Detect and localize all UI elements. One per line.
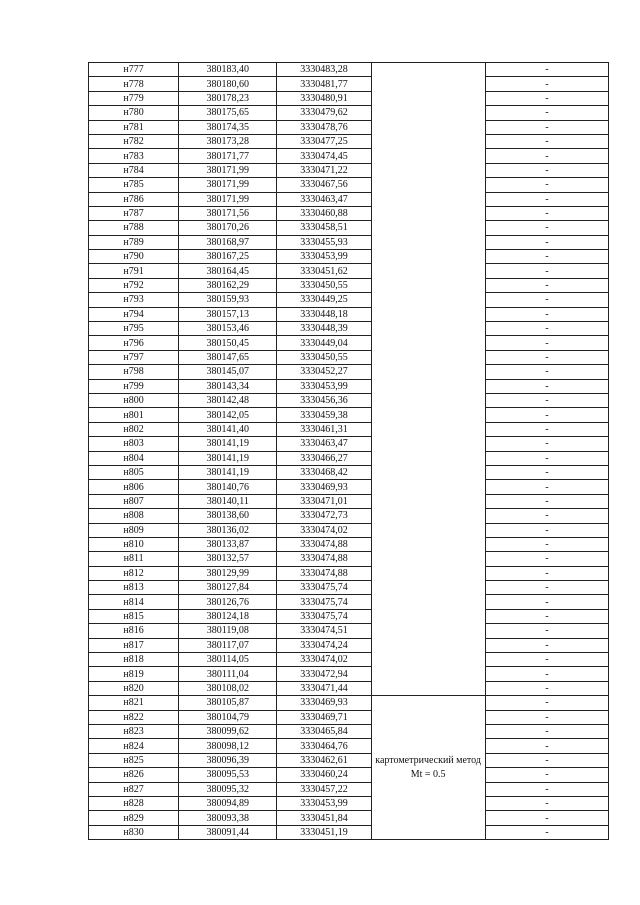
x-coordinate-cell: 380132,57 <box>179 552 277 566</box>
y-coordinate-cell: 3330483,28 <box>277 63 371 77</box>
table-row <box>89 523 609 537</box>
point-name-cell: н777 <box>89 63 179 77</box>
table-row <box>89 264 609 278</box>
y-coordinate-cell: 3330455,93 <box>277 235 371 249</box>
point-name-cell: н825 <box>89 753 179 767</box>
x-coordinate-cell: 380099,62 <box>179 724 277 738</box>
point-name-cell: н819 <box>89 667 179 681</box>
y-coordinate-cell: 3330474,45 <box>277 149 371 163</box>
x-coordinate-cell: 380170,26 <box>179 221 277 235</box>
x-coordinate-cell: 380091,44 <box>179 825 277 839</box>
table-row <box>89 552 609 566</box>
point-name-cell: н816 <box>89 624 179 638</box>
x-coordinate-cell: 380127,84 <box>179 581 277 595</box>
table-row <box>89 566 609 580</box>
y-coordinate-cell: 3330469,93 <box>277 696 371 710</box>
y-coordinate-cell: 3330467,56 <box>277 178 371 192</box>
table-row <box>89 739 609 753</box>
accuracy-cell: - <box>485 494 608 508</box>
point-name-cell: н817 <box>89 638 179 652</box>
accuracy-cell: - <box>485 178 608 192</box>
x-coordinate-cell: 380136,02 <box>179 523 277 537</box>
accuracy-cell: - <box>485 796 608 810</box>
point-name-cell: н796 <box>89 336 179 350</box>
y-coordinate-cell: 3330481,77 <box>277 77 371 91</box>
x-coordinate-cell: 380171,56 <box>179 206 277 220</box>
accuracy-cell: - <box>485 537 608 551</box>
accuracy-cell: - <box>485 653 608 667</box>
point-name-cell: н794 <box>89 307 179 321</box>
point-name-cell: н797 <box>89 350 179 364</box>
accuracy-cell: - <box>485 206 608 220</box>
point-name-cell: н822 <box>89 710 179 724</box>
y-coordinate-cell: 3330456,36 <box>277 393 371 407</box>
table-row <box>89 537 609 551</box>
x-coordinate-cell: 380162,29 <box>179 278 277 292</box>
x-coordinate-cell: 380142,48 <box>179 393 277 407</box>
x-coordinate-cell: 380108,02 <box>179 681 277 695</box>
y-coordinate-cell: 3330462,61 <box>277 753 371 767</box>
y-coordinate-cell: 3330453,99 <box>277 250 371 264</box>
table-row <box>89 480 609 494</box>
accuracy-cell: - <box>485 336 608 350</box>
x-coordinate-cell: 380183,40 <box>179 63 277 77</box>
y-coordinate-cell: 3330474,88 <box>277 552 371 566</box>
table-row <box>89 278 609 292</box>
x-coordinate-cell: 380174,35 <box>179 120 277 134</box>
accuracy-cell: - <box>485 293 608 307</box>
y-coordinate-cell: 3330478,76 <box>277 120 371 134</box>
accuracy-cell: - <box>485 264 608 278</box>
x-coordinate-cell: 380173,28 <box>179 134 277 148</box>
x-coordinate-cell: 380141,19 <box>179 451 277 465</box>
method-cell: картометрический метод Mt = 0.5 <box>371 696 485 840</box>
x-coordinate-cell: 380126,76 <box>179 595 277 609</box>
accuracy-cell: - <box>485 710 608 724</box>
point-name-cell: н795 <box>89 322 179 336</box>
point-name-cell: н791 <box>89 264 179 278</box>
x-coordinate-cell: 380178,23 <box>179 91 277 105</box>
point-name-cell: н826 <box>89 768 179 782</box>
accuracy-cell: - <box>485 465 608 479</box>
x-coordinate-cell: 380147,65 <box>179 350 277 364</box>
x-coordinate-cell: 380141,40 <box>179 422 277 436</box>
y-coordinate-cell: 3330463,47 <box>277 437 371 451</box>
y-coordinate-cell: 3330474,24 <box>277 638 371 652</box>
point-name-cell: н818 <box>89 653 179 667</box>
x-coordinate-cell: 380142,05 <box>179 408 277 422</box>
table-row <box>89 379 609 393</box>
table-row <box>89 796 609 810</box>
accuracy-cell: - <box>485 63 608 77</box>
accuracy-cell: - <box>485 408 608 422</box>
y-coordinate-cell: 3330457,22 <box>277 782 371 796</box>
x-coordinate-cell: 380140,76 <box>179 480 277 494</box>
coordinates-table <box>88 62 609 840</box>
table-row <box>89 581 609 595</box>
table-row <box>89 724 609 738</box>
y-coordinate-cell: 3330474,51 <box>277 624 371 638</box>
x-coordinate-cell: 380141,19 <box>179 437 277 451</box>
table-row <box>89 681 609 695</box>
point-name-cell: н779 <box>89 91 179 105</box>
table-row <box>89 134 609 148</box>
table-row <box>89 753 609 767</box>
point-name-cell: н810 <box>89 537 179 551</box>
point-name-cell: н811 <box>89 552 179 566</box>
y-coordinate-cell: 3330450,55 <box>277 350 371 364</box>
x-coordinate-cell: 380119,08 <box>179 624 277 638</box>
y-coordinate-cell: 3330451,84 <box>277 811 371 825</box>
point-name-cell: н801 <box>89 408 179 422</box>
accuracy-cell: - <box>485 393 608 407</box>
table-row <box>89 163 609 177</box>
table-row <box>89 120 609 134</box>
x-coordinate-cell: 380159,93 <box>179 293 277 307</box>
point-name-cell: н782 <box>89 134 179 148</box>
point-name-cell: н780 <box>89 106 179 120</box>
x-coordinate-cell: 380094,89 <box>179 796 277 810</box>
point-name-cell: н805 <box>89 465 179 479</box>
x-coordinate-cell: 380129,99 <box>179 566 277 580</box>
y-coordinate-cell: 3330480,91 <box>277 91 371 105</box>
table-row <box>89 638 609 652</box>
point-name-cell: н823 <box>89 724 179 738</box>
accuracy-cell: - <box>485 681 608 695</box>
point-name-cell: н799 <box>89 379 179 393</box>
y-coordinate-cell: 3330453,99 <box>277 796 371 810</box>
y-coordinate-cell: 3330459,38 <box>277 408 371 422</box>
x-coordinate-cell: 380104,79 <box>179 710 277 724</box>
table-row <box>89 494 609 508</box>
table-row <box>89 106 609 120</box>
x-coordinate-cell: 380168,97 <box>179 235 277 249</box>
table-row <box>89 63 609 77</box>
x-coordinate-cell: 380171,99 <box>179 163 277 177</box>
y-coordinate-cell: 3330477,25 <box>277 134 371 148</box>
y-coordinate-cell: 3330450,55 <box>277 278 371 292</box>
accuracy-cell: - <box>485 221 608 235</box>
table-row <box>89 782 609 796</box>
x-coordinate-cell: 380114,05 <box>179 653 277 667</box>
x-coordinate-cell: 380145,07 <box>179 365 277 379</box>
table-row <box>89 393 609 407</box>
accuracy-cell: - <box>485 120 608 134</box>
table-row <box>89 710 609 724</box>
accuracy-cell: - <box>485 724 608 738</box>
x-coordinate-cell: 380150,45 <box>179 336 277 350</box>
x-coordinate-cell: 380093,38 <box>179 811 277 825</box>
point-name-cell: н778 <box>89 77 179 91</box>
point-name-cell: н789 <box>89 235 179 249</box>
accuracy-cell: - <box>485 638 608 652</box>
table-row <box>89 307 609 321</box>
accuracy-cell: - <box>485 163 608 177</box>
x-coordinate-cell: 380096,39 <box>179 753 277 767</box>
accuracy-cell: - <box>485 192 608 206</box>
accuracy-cell: - <box>485 365 608 379</box>
y-coordinate-cell: 3330472,94 <box>277 667 371 681</box>
table-row <box>89 437 609 451</box>
table-row <box>89 465 609 479</box>
table-row <box>89 624 609 638</box>
method-cell <box>371 63 485 696</box>
accuracy-cell: - <box>485 91 608 105</box>
point-name-cell: н800 <box>89 393 179 407</box>
point-name-cell: н821 <box>89 696 179 710</box>
y-coordinate-cell: 3330469,71 <box>277 710 371 724</box>
table-row <box>89 667 609 681</box>
point-name-cell: н790 <box>89 250 179 264</box>
table-row <box>89 422 609 436</box>
y-coordinate-cell: 3330471,01 <box>277 494 371 508</box>
y-coordinate-cell: 3330474,88 <box>277 566 371 580</box>
y-coordinate-cell: 3330474,02 <box>277 653 371 667</box>
x-coordinate-cell: 380117,07 <box>179 638 277 652</box>
table-row <box>89 350 609 364</box>
point-name-cell: н829 <box>89 811 179 825</box>
point-name-cell: н820 <box>89 681 179 695</box>
x-coordinate-cell: 380133,87 <box>179 537 277 551</box>
y-coordinate-cell: 3330475,74 <box>277 595 371 609</box>
y-coordinate-cell: 3330460,88 <box>277 206 371 220</box>
table-row <box>89 365 609 379</box>
x-coordinate-cell: 380141,19 <box>179 465 277 479</box>
table-row <box>89 235 609 249</box>
y-coordinate-cell: 3330479,62 <box>277 106 371 120</box>
accuracy-cell: - <box>485 451 608 465</box>
accuracy-cell: - <box>485 595 608 609</box>
accuracy-cell: - <box>485 566 608 580</box>
x-coordinate-cell: 380095,32 <box>179 782 277 796</box>
x-coordinate-cell: 380140,11 <box>179 494 277 508</box>
accuracy-cell: - <box>485 739 608 753</box>
y-coordinate-cell: 3330449,04 <box>277 336 371 350</box>
y-coordinate-cell: 3330474,88 <box>277 537 371 551</box>
x-coordinate-cell: 380124,18 <box>179 609 277 623</box>
table-row <box>89 206 609 220</box>
accuracy-cell: - <box>485 350 608 364</box>
y-coordinate-cell: 3330448,39 <box>277 322 371 336</box>
point-name-cell: н792 <box>89 278 179 292</box>
point-name-cell: н828 <box>89 796 179 810</box>
accuracy-cell: - <box>485 134 608 148</box>
table-row <box>89 451 609 465</box>
y-coordinate-cell: 3330464,76 <box>277 739 371 753</box>
point-name-cell: н793 <box>89 293 179 307</box>
point-name-cell: н788 <box>89 221 179 235</box>
x-coordinate-cell: 380171,99 <box>179 192 277 206</box>
point-name-cell: н814 <box>89 595 179 609</box>
point-name-cell: н812 <box>89 566 179 580</box>
point-name-cell: н784 <box>89 163 179 177</box>
accuracy-cell: - <box>485 811 608 825</box>
accuracy-cell: - <box>485 581 608 595</box>
accuracy-cell: - <box>485 480 608 494</box>
x-coordinate-cell: 380105,87 <box>179 696 277 710</box>
point-name-cell: н786 <box>89 192 179 206</box>
point-name-cell: н806 <box>89 480 179 494</box>
x-coordinate-cell: 380164,45 <box>179 264 277 278</box>
x-coordinate-cell: 380143,34 <box>179 379 277 393</box>
accuracy-cell: - <box>485 509 608 523</box>
y-coordinate-cell: 3330468,42 <box>277 465 371 479</box>
table-row <box>89 178 609 192</box>
point-name-cell: н781 <box>89 120 179 134</box>
point-name-cell: н808 <box>89 509 179 523</box>
y-coordinate-cell: 3330465,84 <box>277 724 371 738</box>
y-coordinate-cell: 3330471,22 <box>277 163 371 177</box>
y-coordinate-cell: 3330458,51 <box>277 221 371 235</box>
point-name-cell: н803 <box>89 437 179 451</box>
table-row <box>89 595 609 609</box>
accuracy-cell: - <box>485 149 608 163</box>
point-name-cell: н809 <box>89 523 179 537</box>
accuracy-cell: - <box>485 782 608 796</box>
accuracy-cell: - <box>485 106 608 120</box>
y-coordinate-cell: 3330452,27 <box>277 365 371 379</box>
table-row <box>89 653 609 667</box>
accuracy-cell: - <box>485 552 608 566</box>
table-body <box>89 63 609 840</box>
y-coordinate-cell: 3330463,47 <box>277 192 371 206</box>
accuracy-cell: - <box>485 667 608 681</box>
y-coordinate-cell: 3330451,62 <box>277 264 371 278</box>
y-coordinate-cell: 3330451,19 <box>277 825 371 839</box>
point-name-cell: н807 <box>89 494 179 508</box>
table-row <box>89 509 609 523</box>
y-coordinate-cell: 3330466,27 <box>277 451 371 465</box>
point-name-cell: н827 <box>89 782 179 796</box>
accuracy-cell: - <box>485 278 608 292</box>
y-coordinate-cell: 3330461,31 <box>277 422 371 436</box>
accuracy-cell: - <box>485 437 608 451</box>
x-coordinate-cell: 380171,99 <box>179 178 277 192</box>
y-coordinate-cell: 3330469,93 <box>277 480 371 494</box>
x-coordinate-cell: 380157,13 <box>179 307 277 321</box>
table-row <box>89 408 609 422</box>
accuracy-cell: - <box>485 235 608 249</box>
x-coordinate-cell: 380095,53 <box>179 768 277 782</box>
accuracy-cell: - <box>485 523 608 537</box>
accuracy-cell: - <box>485 768 608 782</box>
accuracy-cell: - <box>485 696 608 710</box>
point-name-cell: н824 <box>89 739 179 753</box>
accuracy-cell: - <box>485 379 608 393</box>
accuracy-cell: - <box>485 250 608 264</box>
point-name-cell: н783 <box>89 149 179 163</box>
y-coordinate-cell: 3330460,24 <box>277 768 371 782</box>
table-row <box>89 609 609 623</box>
point-name-cell: н798 <box>89 365 179 379</box>
table-row <box>89 825 609 839</box>
y-coordinate-cell: 3330475,74 <box>277 581 371 595</box>
table-row <box>89 221 609 235</box>
table-row <box>89 811 609 825</box>
point-name-cell: н802 <box>89 422 179 436</box>
table-row <box>89 149 609 163</box>
y-coordinate-cell: 3330475,74 <box>277 609 371 623</box>
table-row <box>89 336 609 350</box>
table-row <box>89 768 609 782</box>
point-name-cell: н787 <box>89 206 179 220</box>
x-coordinate-cell: 380111,04 <box>179 667 277 681</box>
point-name-cell: н830 <box>89 825 179 839</box>
table-row <box>89 250 609 264</box>
x-coordinate-cell: 380167,25 <box>179 250 277 264</box>
x-coordinate-cell: 380175,65 <box>179 106 277 120</box>
accuracy-cell: - <box>485 307 608 321</box>
accuracy-cell: - <box>485 609 608 623</box>
accuracy-cell: - <box>485 422 608 436</box>
point-name-cell: н813 <box>89 581 179 595</box>
accuracy-cell: - <box>485 77 608 91</box>
point-name-cell: н815 <box>89 609 179 623</box>
y-coordinate-cell: 3330449,25 <box>277 293 371 307</box>
y-coordinate-cell: 3330472,73 <box>277 509 371 523</box>
accuracy-cell: - <box>485 624 608 638</box>
x-coordinate-cell: 380098,12 <box>179 739 277 753</box>
table-row <box>89 696 609 710</box>
y-coordinate-cell: 3330474,02 <box>277 523 371 537</box>
table-row <box>89 192 609 206</box>
accuracy-cell: - <box>485 322 608 336</box>
x-coordinate-cell: 380138,60 <box>179 509 277 523</box>
y-coordinate-cell: 3330471,44 <box>277 681 371 695</box>
point-name-cell: н804 <box>89 451 179 465</box>
x-coordinate-cell: 380171,77 <box>179 149 277 163</box>
x-coordinate-cell: 380153,46 <box>179 322 277 336</box>
y-coordinate-cell: 3330453,99 <box>277 379 371 393</box>
table-row <box>89 77 609 91</box>
table-row <box>89 293 609 307</box>
x-coordinate-cell: 380180,60 <box>179 77 277 91</box>
y-coordinate-cell: 3330448,18 <box>277 307 371 321</box>
table-row <box>89 91 609 105</box>
accuracy-cell: - <box>485 825 608 839</box>
table-row <box>89 322 609 336</box>
accuracy-cell: - <box>485 753 608 767</box>
point-name-cell: н785 <box>89 178 179 192</box>
